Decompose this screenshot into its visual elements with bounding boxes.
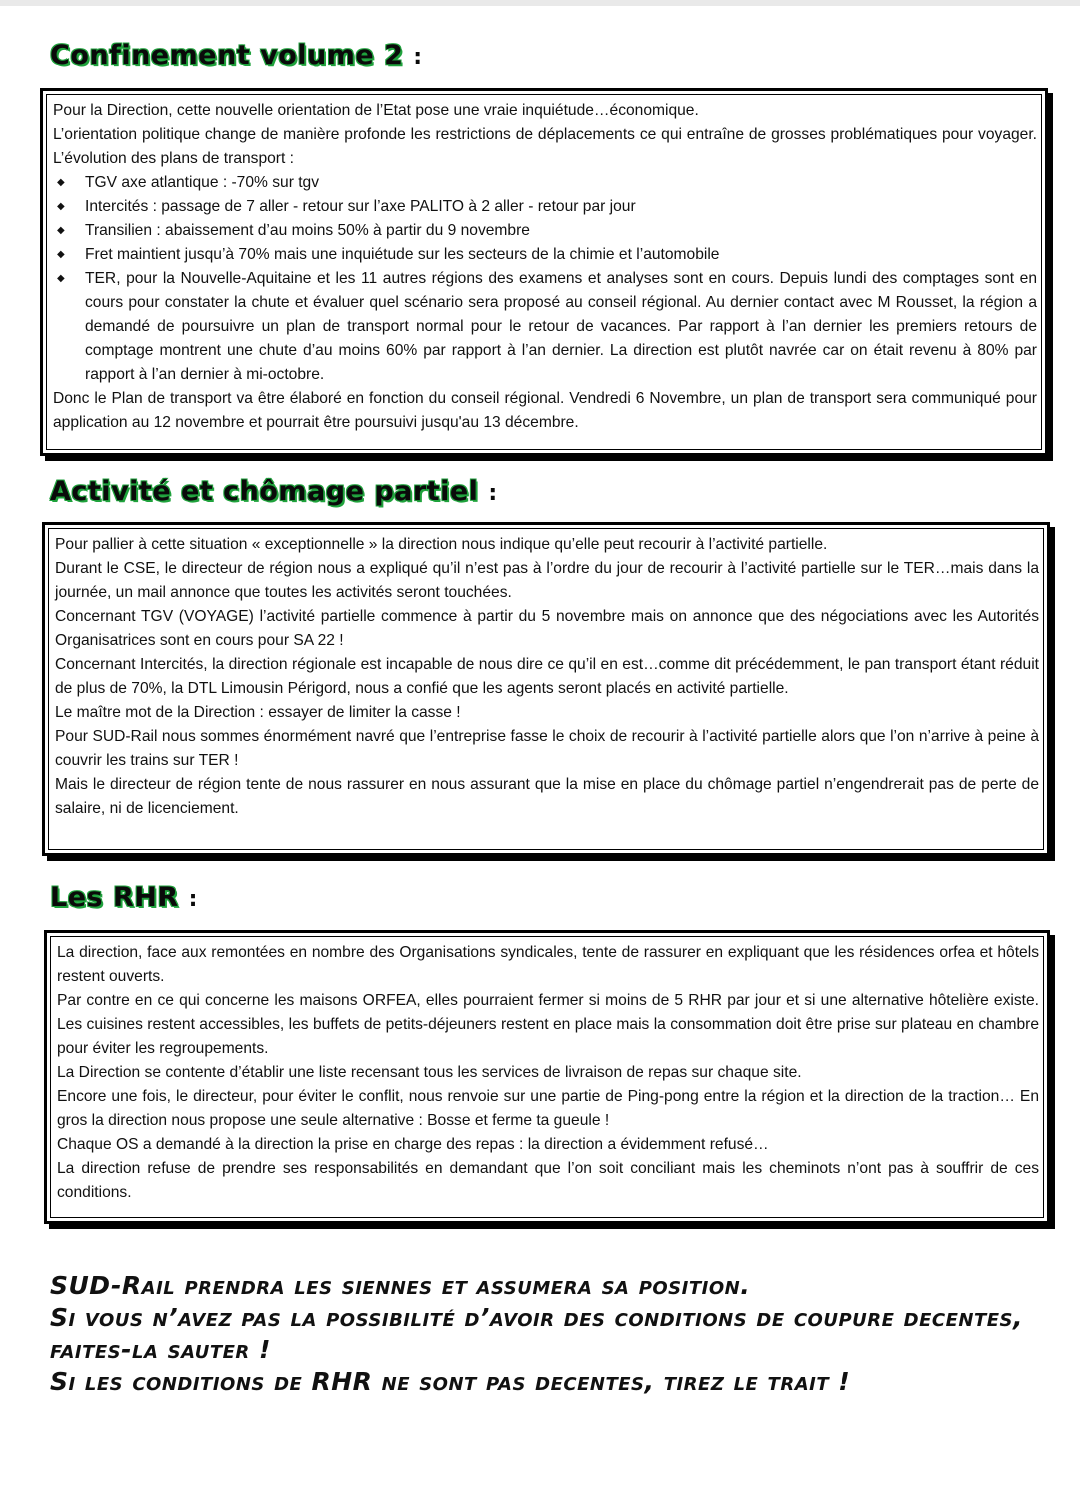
heading-activite bbox=[50, 476, 498, 507]
section-body-activite bbox=[48, 528, 1044, 850]
slogan-line: Si les conditions de RHR ne sont pas decentes, tirez le trait ! bbox=[50, 1367, 851, 1396]
paragraph: Pour SUD-Rail nous sommes énormément navré que l’entreprise fasse le choix de recourir à l’activité partielle alors que l’on n’arrive à peine à couvrir les trains sur TER ! bbox=[55, 728, 1039, 769]
heading-confinement bbox=[50, 40, 423, 71]
paragraph: Pour la Direction, cette nouvelle orientation de l’Etat pose une vraie inquiétude…économique. bbox=[53, 102, 699, 119]
paragraph: Concernant TGV (VOYAGE) l’activité partielle commence à partir du 5 novembre mais on annonce que des négociations avec les Autorités Organisatrices sont en cours pour SA 22 ! bbox=[55, 608, 1039, 649]
paragraph: Donc le Plan de transport va être élaboré en fonction du conseil régional. Vendredi 6 Novembre, un plan de transport sera communiqué pour application au 12 novembre et pourrait être poursuivi jusqu'au 13 décembre. bbox=[53, 390, 1037, 431]
paragraph: Durant le CSE, le directeur de région nous a expliqué qu’il n’est pas à l’ordre du jour de recourir à l’activité partielle sur le TER…mais dans la journée, un mail annonce que toutes les activités seront touchées. bbox=[55, 560, 1039, 601]
slogan-line: Si vous n’avez pas la possibilité d’avoir des conditions de coupure decentes, faites-la sauter ! bbox=[50, 1303, 1023, 1364]
list-item: ◆ Intercités : passage de 7 aller - retour sur l’axe PALITO à 2 aller - retour par jour bbox=[53, 195, 1037, 219]
section-body-rhr bbox=[50, 936, 1044, 1218]
paragraph: Concernant Intercités, la direction régionale est incapable de nous dire ce qu’il en est…comme dit précédemment, le pan transport étant réduit de plus de 70%, la DTL Limousin Périgord, nous a confié que les agents seront placés en activité partielle. bbox=[55, 656, 1039, 697]
transport-plan-list bbox=[53, 171, 1037, 387]
section-box-confinement bbox=[40, 88, 1048, 456]
paragraph: L’orientation politique change de manière profonde les restrictions de déplacements ce qui entraîne de grosses problématiques pour voyager. L’évolution des plans de transport : bbox=[53, 126, 1037, 167]
heading-rhr bbox=[50, 882, 198, 913]
slogan-line: SUD-Rail prendra les siennes et assumera sa position. bbox=[50, 1271, 751, 1300]
paragraph: Le maître mot de la Direction : essayer de limiter la casse ! bbox=[55, 704, 461, 721]
paragraph: Encore une fois, le directeur, pour éviter le conflit, nous renvoie sur une partie de Ping-pong entre la région et la direction de la traction… En gros la direction nous propose une seule alternative : Bosse et ferme ta gueule ! bbox=[57, 1088, 1039, 1129]
section-body-confinement bbox=[46, 94, 1042, 450]
list-item: ◆ TGV axe atlantique : -70% sur tgv bbox=[53, 171, 1037, 195]
paragraph: Par contre en ce qui concerne les maisons ORFEA, elles pourraient fermer si moins de 5 RHR par jour et si une alternative hôtelière existe. Les cuisines restent accessibles, les buffets de petits-déjeuners restent en place mais la consommation doit être prise sur plateau en chambre pour éviter les regroupements. bbox=[57, 992, 1039, 1057]
heading-colon: : bbox=[188, 887, 198, 912]
paragraph: La direction refuse de prendre ses responsabilités en demandant que l’on soit conciliant mais les cheminots n’ont pas à souffrir de ces conditions. bbox=[57, 1160, 1039, 1201]
list-item: ◆ Fret maintient jusqu’à 70% mais une inquiétude sur les secteurs de la chimie et l’automobile bbox=[53, 243, 1037, 267]
section-box-activite bbox=[42, 522, 1050, 856]
heading-colon: : bbox=[413, 45, 423, 70]
closing-slogan bbox=[50, 1270, 1050, 1398]
list-item: ◆ Transilien : abaissement d’au moins 50% à partir du 9 novembre bbox=[53, 219, 1037, 243]
paragraph: Chaque OS a demandé à la direction la prise en charge des repas : la direction a évidemment refusé… bbox=[57, 1136, 769, 1153]
heading-colon: : bbox=[488, 481, 498, 506]
paragraph: La direction, face aux remontées en nombre des Organisations syndicales, tente de rassurer en expliquant que les résidences orfea et hôtels restent ouverts. bbox=[57, 944, 1039, 985]
paragraph: La Direction se contente d’établir une liste recensant tous les services de livraison de repas sur chaque site. bbox=[57, 1064, 802, 1081]
heading-text: Confinement volume 2 bbox=[50, 40, 404, 71]
top-edge bbox=[0, 0, 1080, 6]
paragraph: Pour pallier à cette situation « exceptionnelle » la direction nous indique qu’elle peut recourir à l’activité partielle. bbox=[55, 536, 828, 553]
heading-text: Activité et chômage partiel bbox=[50, 476, 479, 507]
list-item: ◆ TER, pour la Nouvelle-Aquitaine et les 11 autres régions des examens et analyses sont en cours. Depuis lundi des comptages sont en cours pour constater la chute et évaluer quel scénario sera proposé au conseil régional. Au dernier contact avec M Rousset, la région a demandé de poursuivre un plan de transport normal pour le retour de vacances. Par rapport à l’an dernier les premiers retours de comptage montrent une chute d’au moins 60% par rapport à l’an dernier. La direction est plutôt navrée car on était revenu à 80% par rapport à l’an dernier à mi-octobre. bbox=[53, 267, 1037, 387]
section-box-rhr bbox=[44, 930, 1050, 1224]
heading-text: Les RHR bbox=[50, 882, 179, 913]
paragraph: Mais le directeur de région tente de nous rassurer en nous assurant que la mise en place du chômage partiel n’engendrerait pas de perte de salaire, ni de licenciement. bbox=[55, 776, 1039, 817]
